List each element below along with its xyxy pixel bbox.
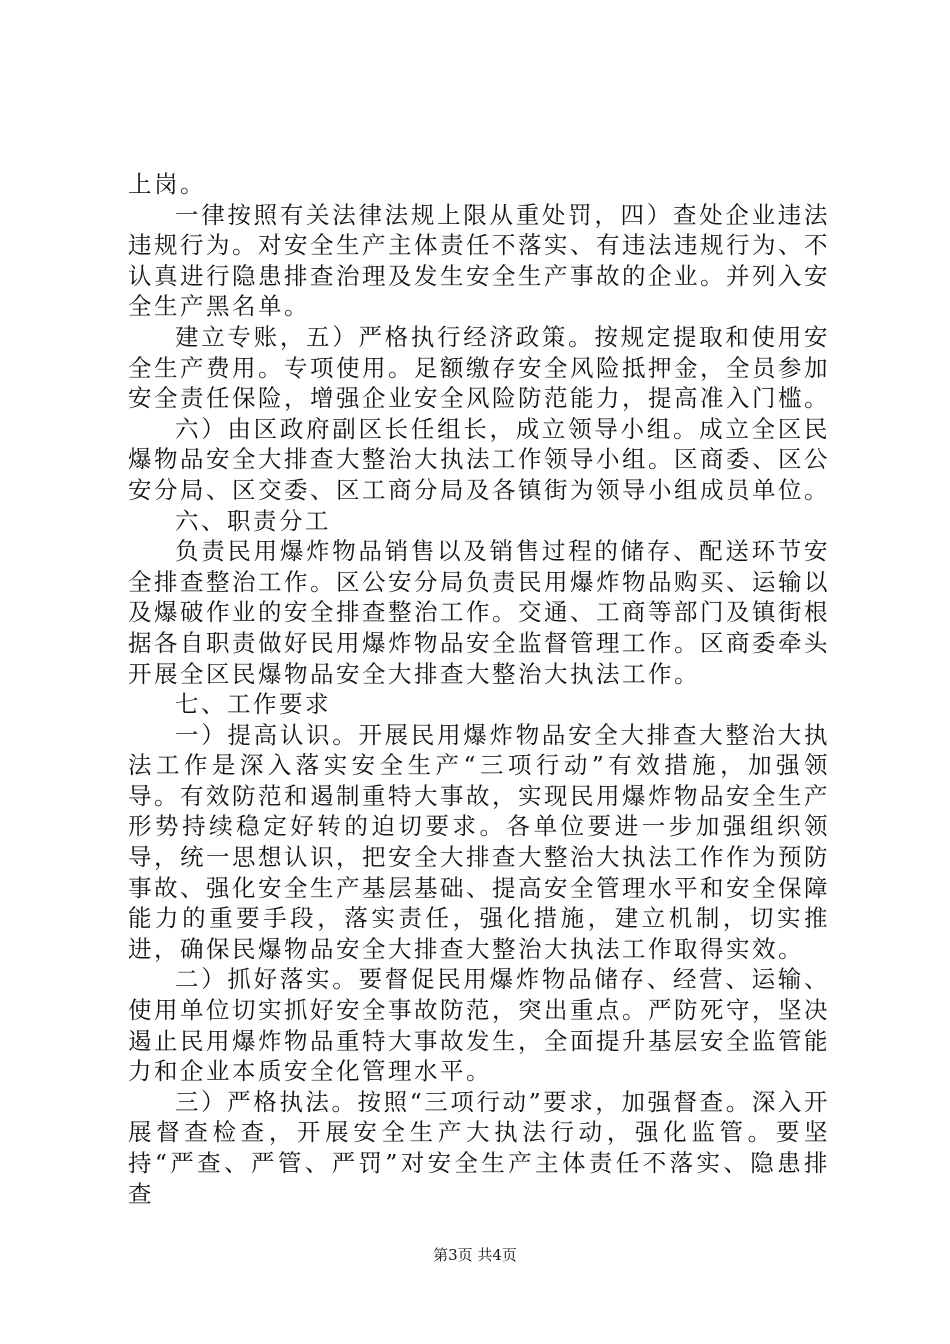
- paragraph-duties: 负责民用爆炸物品销售以及销售过程的储存、配送环节安全排查整治工作。区公安分局负责民用爆炸物品购买、运输以及爆破作业的安全排查整治工作。交通、工商等部门及镇街根据各自职责做好民用爆炸物品安全监督管理工作。区商委牵头开展全区民爆物品安全大排查大整治大执法工作。: [128, 537, 830, 688]
- paragraph-continuation: 上岗。: [128, 170, 206, 198]
- paragraph-awareness: 一）提高认识。开展民用爆炸物品安全大排查大整治大执法工作是深入落实安全生产“三项行动”有效措施，加强领导。有效防范和遏制重特大事故，实现民用爆炸物品安全生产形势持续稳定好转的迫切要求。各单位要进一步加强组织领导，统一思想认识，把安全大排查大整治大执法工作作为预防事故、强化安全生产基层基础、提高安全管理水平和安全保障能力的重要手段，落实责任，强化措施，建立机制，切实推进，确保民爆物品安全大排查大整治大执法工作取得实效。: [128, 720, 830, 963]
- paragraph-penalty: 一律按照有关法律法规上限从重处罚，四）查处企业违法违规行为。对安全生产主体责任不落实、有违法违规行为、不认真进行隐患排查治理及发生安全生产事故的企业。并列入安全生产黑名单。: [128, 200, 830, 321]
- paragraph-enforcement: 三）严格执法。按照“三项行动”要求，加强督查。深入开展督查检查，开展安全生产大执法行动，强化监管。要坚持“严查、严管、严罚”对安全生产主体责任不落实、隐患排查: [128, 1087, 830, 1208]
- paragraph-implementation: 二）抓好落实。要督促民用爆炸物品储存、经营、运输、使用单位切实抓好安全事故防范，突出重点。严防死守，坚决遏止民用爆炸物品重特大事故发生，全面提升基层安全监管能力和企业本质安全化管理水平。: [128, 965, 830, 1086]
- section-heading-requirements: 七、工作要求: [175, 690, 331, 719]
- page-number-footer: 第3页 共4页: [433, 1246, 517, 1264]
- document-body: [128, 169, 830, 1209]
- paragraph-economic-policy: 建立专账，五）严格执行经济政策。按规定提取和使用安全生产费用。专项使用。足额缴存安全风险抵押金，全员参加安全责任保险，增强企业安全风险防范能力，提高准入门槛。: [128, 322, 830, 413]
- section-heading-duties: 六、职责分工: [175, 506, 331, 535]
- paragraph-leading-group: 六）由区政府副区长任组长，成立领导小组。成立全区民爆物品安全大排查大整治大执法工作领导小组。区商委、区公安分局、区交委、区工商分局及各镇街为领导小组成员单位。: [128, 414, 830, 504]
